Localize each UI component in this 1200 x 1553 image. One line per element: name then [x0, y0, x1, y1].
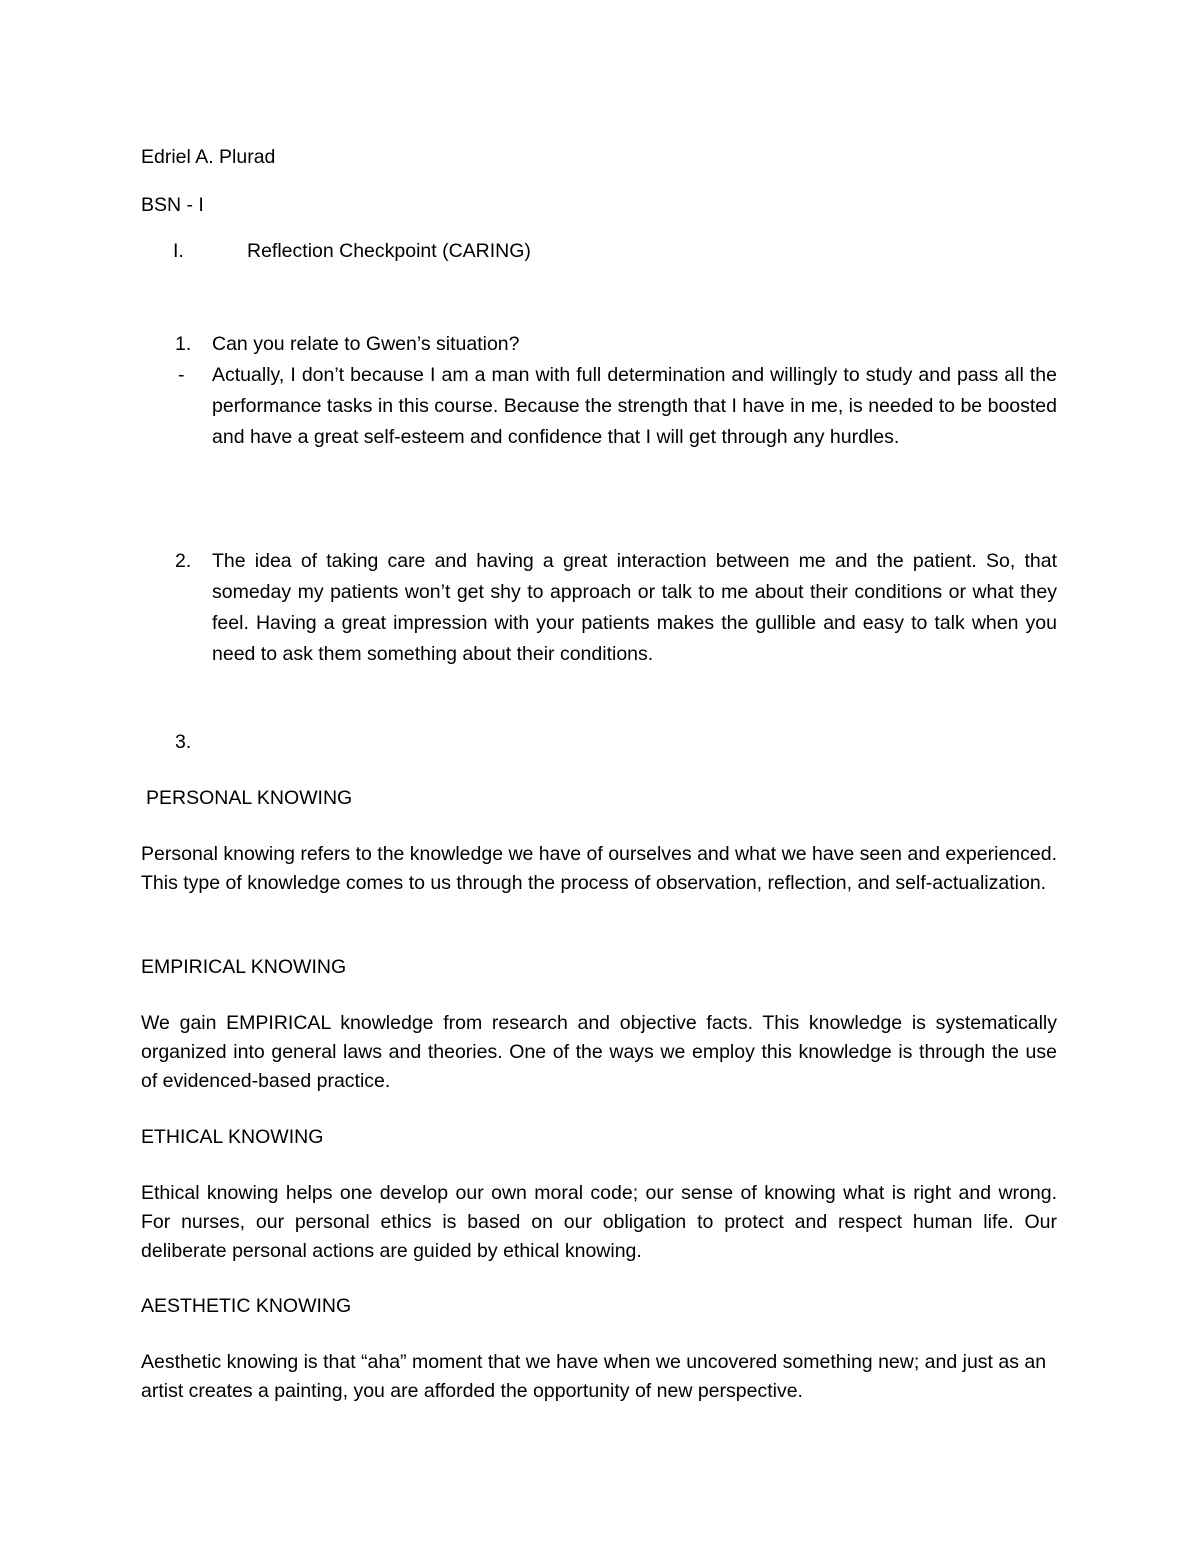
personal-knowing-body: Personal knowing refers to the knowledge we have of ourselves and what we have seen and experienced. This type of knowledge comes to us through the process of observation, reflection, and self-actualization.	[141, 843, 1057, 894]
personal-knowing-heading: PERSONAL KNOWING	[146, 787, 353, 809]
item-2-number: 2.	[175, 550, 192, 572]
aesthetic-knowing-body: Aesthetic knowing is that “aha” moment that we have when we uncovered something new; and just as an artist creates a painting, you are afforded the opportunity of new perspective.	[141, 1351, 1047, 1402]
aesthetic-knowing-heading: AESTHETIC KNOWING	[141, 1295, 352, 1317]
ethical-knowing-heading: ETHICAL KNOWING	[141, 1126, 324, 1148]
item-1-answer: Actually, I don’t because I am a man with full determination and willingly to study and pass all the performance tasks in this course. Because the strength that I have in me, is needed to be boosted and have a great self-esteem and confidence that I will get through any hurdles.	[212, 364, 1057, 448]
student-name: Edriel A. Plurad	[141, 146, 276, 168]
item-1-number: 1.	[175, 333, 192, 355]
ethical-knowing-body: Ethical knowing helps one develop our own moral code; our sense of knowing what is right and wrong. For nurses, our personal ethics is based on our obligation to protect and respect human life. Our deliberate personal actions are guided by ethical knowing.	[141, 1182, 1057, 1262]
item-1-answer-marker: -	[178, 364, 185, 386]
section-title: Reflection Checkpoint (CARING)	[247, 240, 531, 262]
section-number: I.	[173, 240, 184, 262]
item-1-question: Can you relate to Gwen’s situation?	[212, 333, 520, 355]
program-label: BSN - I	[141, 194, 204, 216]
item-2-text: The idea of taking care and having a great interaction between me and the patient. So, that someday my patients won’t get shy to approach or talk to me about their conditions or what they feel. Having a great impression with your patients makes the gullible and easy to talk when you need to ask them something about their conditions.	[212, 550, 1057, 665]
empirical-knowing-heading: EMPIRICAL KNOWING	[141, 956, 347, 978]
item-3-number: 3.	[175, 731, 192, 753]
empirical-knowing-body: We gain EMPIRICAL knowledge from research and objective facts. This knowledge is systematically organized into general laws and theories. One of the ways we employ this knowledge is through the use of evidenced-based practice.	[141, 1012, 1057, 1092]
